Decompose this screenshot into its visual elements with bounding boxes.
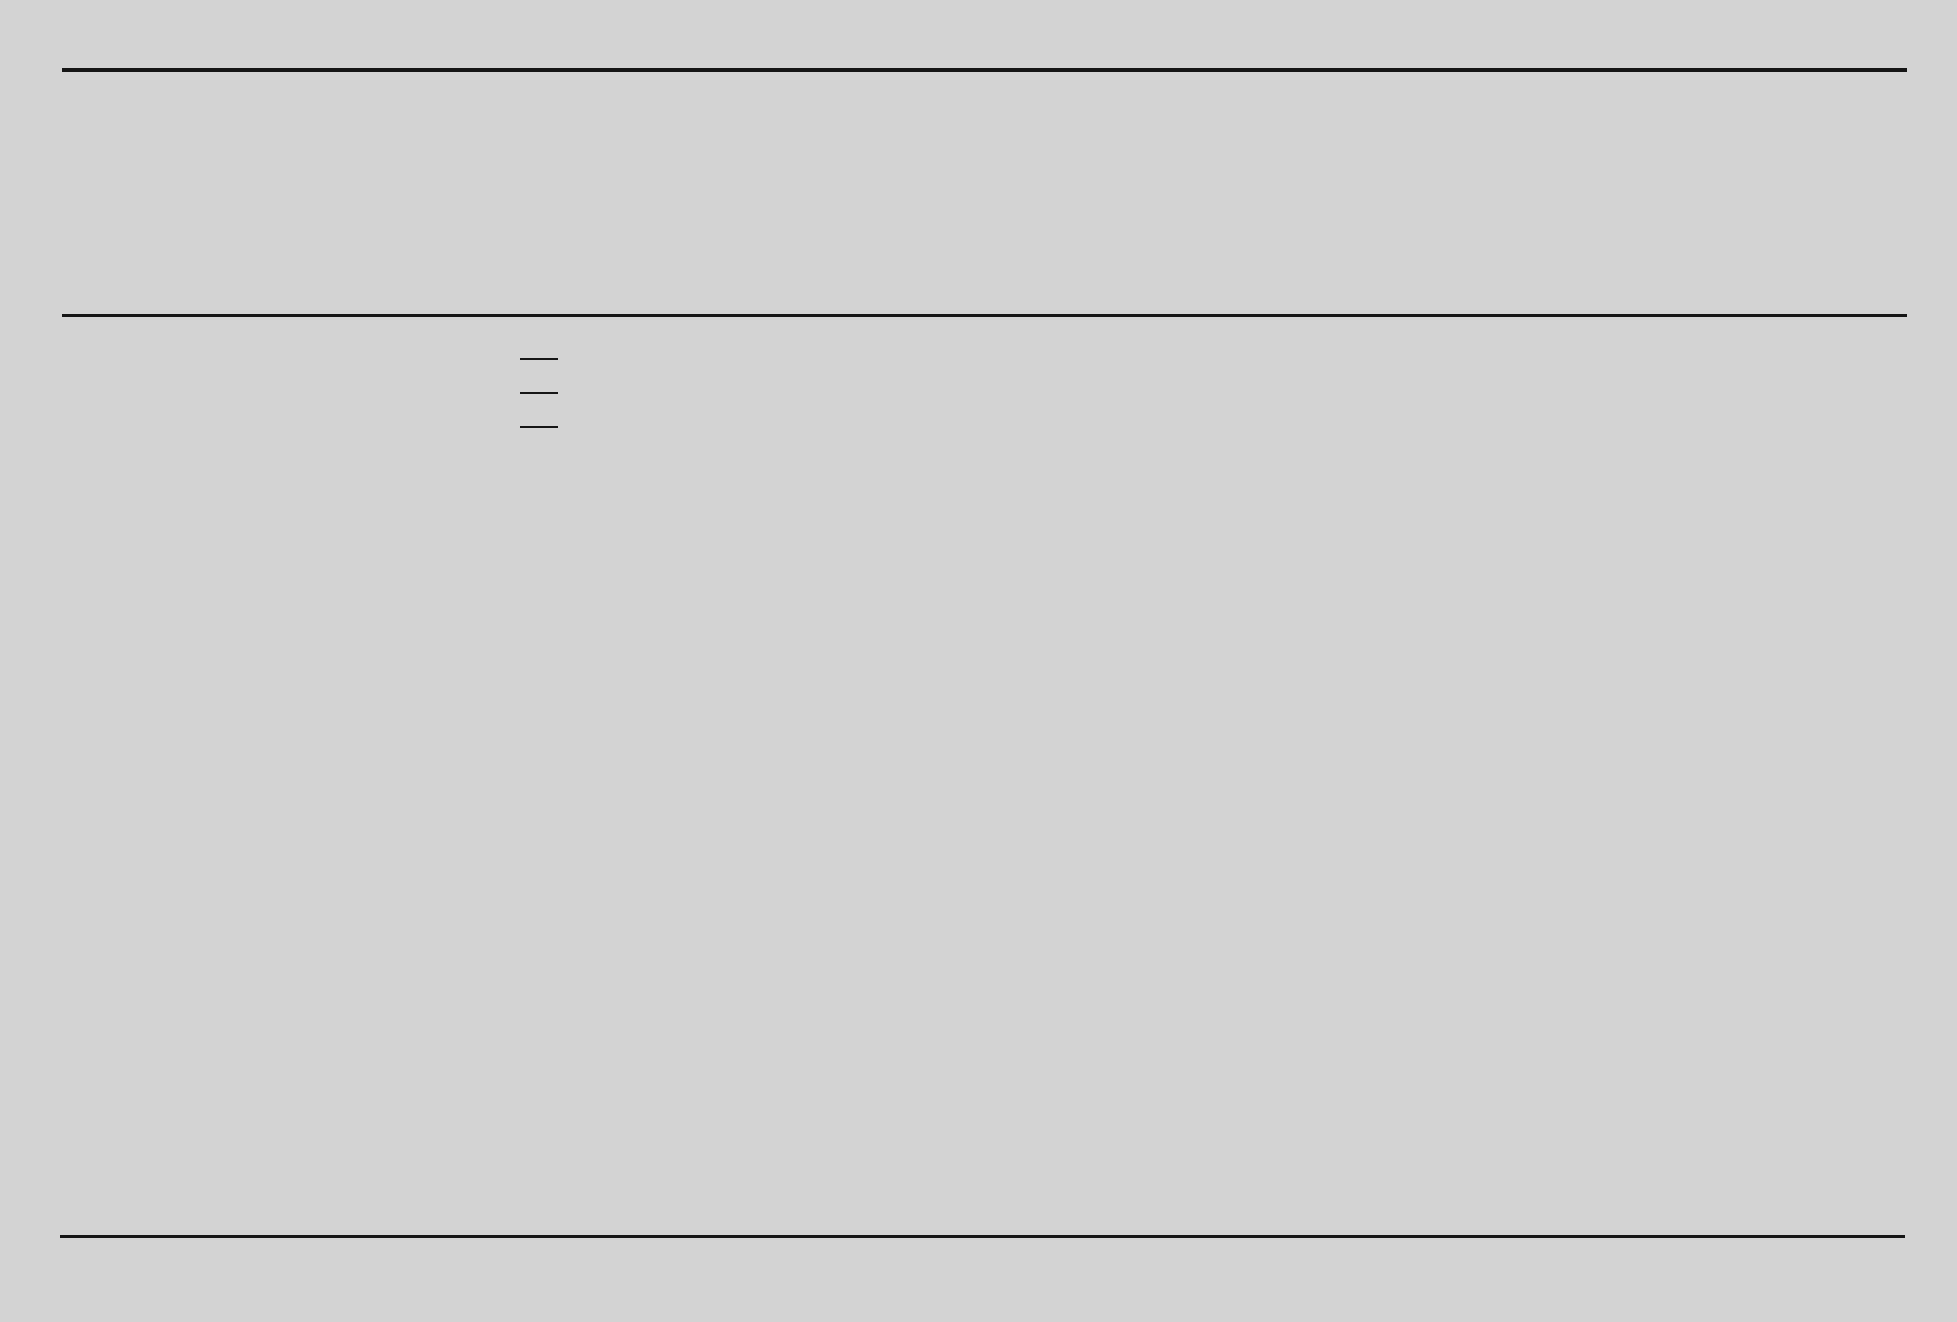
top-rule [62, 68, 1907, 72]
header-col-10 [1068, 106, 1234, 112]
sex-underline-1 [520, 358, 558, 360]
bottom-rule [60, 1235, 1905, 1238]
header-col-7 [646, 118, 842, 121]
header-col-14 [1812, 100, 1904, 106]
header-bottom-rule [62, 314, 1907, 317]
header-col-12 [1488, 138, 1678, 146]
header-col-11 [1240, 118, 1482, 126]
sex-underline-3 [520, 426, 558, 428]
header-col-8 [846, 108, 964, 114]
header-col-3 [192, 126, 508, 134]
sex-underline-2 [520, 392, 558, 394]
